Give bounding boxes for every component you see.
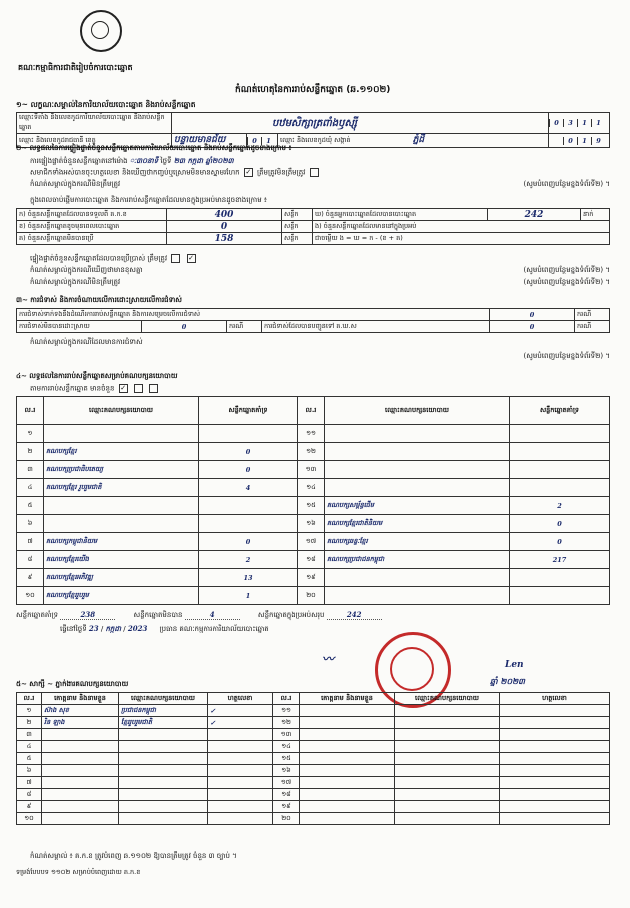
row-no: ១០ (17, 813, 42, 825)
witness-name (42, 801, 119, 813)
row-no: ១៩ (298, 569, 325, 587)
sum-total-label: សន្លឹកឆ្នោតក្នុងប្រអប់សរុប (257, 611, 325, 619)
party-votes: 4 (199, 479, 298, 497)
results-row (17, 569, 610, 587)
party-name: គណបក្សប្រជាធិបតេយ្យ (44, 461, 199, 479)
witness-signature (500, 741, 610, 753)
verify-date-value: ២៣ កក្កដា ឆ្នាំ២០២៣ (173, 156, 234, 165)
note-line-1 (30, 180, 610, 190)
party-name: គណបក្សឆន្ទៈខ្មែរ (325, 533, 510, 551)
party-name: គណបក្សខ្មែរជាតិនិយម (325, 515, 510, 533)
received-label: ក) ចំនួនសន្លឹកឆ្នោតដែលបានទទួលពី គ.ក.ខ (17, 209, 167, 221)
witness-row (17, 813, 610, 825)
witness-signature (500, 765, 610, 777)
forwarded-value: 0 (490, 321, 575, 333)
witness-row (17, 753, 610, 765)
unresolved-label: ការជំទាស់មិនបានដោះស្រាយ (17, 321, 142, 333)
party-name (44, 515, 199, 533)
party-votes: 0 (510, 515, 610, 533)
witness-party: ប្រជាជនកម្ពុជា (119, 705, 208, 717)
witness-signature (208, 777, 273, 789)
section2-heading: ២~ លទ្ធផលនៃការផ្ទៀងផ្ទាត់ចំនួនសន្លឹកឆ្នោតតាមការិយាល័យបោះឆ្នោត និងរាប់សន្លឹកឆ្នោតដូចខាងក្រោម ៖ (16, 144, 292, 152)
party-name: គណបក្សកម្ពុជានិយម (44, 533, 199, 551)
verify-date-label: ថ្ងៃទី (160, 157, 172, 165)
made-day: 23 (88, 624, 99, 633)
province-name: បន្ទាយមានជ័យ (172, 134, 247, 148)
usage-incorrect-checkbox[interactable]: ✓ (188, 254, 194, 262)
witness-party (119, 801, 208, 813)
witness-signature (500, 717, 610, 729)
note-label: កំណត់សម្គាល់ក្នុងករណីមិនត្រឹមត្រូវ (30, 278, 121, 286)
station-code-digit: 0 (549, 119, 563, 127)
witness-signature (208, 765, 273, 777)
witness-name (42, 753, 119, 765)
received-value: 400 (167, 209, 282, 221)
note-suffix: (សូមបំពេញបន្ថែមខ្នងទំព័រទី២) ។ (523, 352, 610, 360)
section5-heading: ៥~ សាក្សី ~ ភ្នាក់ងារគណបក្សនយោបាយ (16, 680, 129, 688)
complaint-note (30, 338, 610, 360)
party-name (44, 497, 199, 515)
sum-supported-value: 238 (60, 610, 115, 620)
cases-unit: ករណី (575, 321, 610, 333)
section4-heading: ៤~ លទ្ធផលនៃការរាប់សន្លឹកឆ្នោតសម្រាប់គណបក្សនយោបាយ (16, 372, 178, 380)
complaints-label: ការជំទាស់ទាក់ទងនឹងដំណើរការរាប់សន្លឹកឆ្នោត និងការសម្រេចលើការជំទាស់ (17, 309, 490, 321)
col-votes: សន្លឹកឆ្នោតគាំទ្រ (199, 397, 298, 425)
witness-party (395, 789, 500, 801)
col-no: ល.រ (17, 397, 44, 425)
witness-row (17, 777, 610, 789)
row-no: ១ (17, 425, 44, 443)
col-name: គោត្តនាម និងនាមខ្លួន (300, 693, 395, 705)
note-line-3 (30, 278, 610, 288)
row-no: ១៣ (273, 729, 300, 741)
witness-name: ស៊ាង សុខ (42, 705, 119, 717)
sum-invalid-value: 4 (185, 610, 240, 620)
results-row (17, 533, 610, 551)
note-suffix: (សូមបំពេញបន្ថែមខ្នងទំព័រទី២) ។ (523, 278, 610, 286)
section1-heading: ១~ លក្ខណៈសម្គាល់នៃការិយាល័យបោះឆ្នោត និងរាប់សន្លឹកឆ្នោត (16, 100, 196, 109)
witness-party (119, 813, 208, 825)
party-name: គណបក្សខ្មែររួបរួម (44, 587, 199, 605)
voters-value: 242 (488, 209, 581, 221)
party-name (325, 425, 510, 443)
witness-row (17, 789, 610, 801)
commission-seal-icon (80, 10, 122, 52)
usage-correct-checkbox[interactable] (171, 254, 180, 263)
witness-name (300, 717, 395, 729)
row-no: ២០ (298, 587, 325, 605)
results-row (17, 515, 610, 533)
col-party: ឈ្មោះគណបក្សនយោបាយ (119, 693, 208, 705)
party-name (325, 569, 510, 587)
witness-name (42, 741, 119, 753)
party-votes (510, 461, 610, 479)
row-no: ១២ (273, 717, 300, 729)
witness-row (17, 705, 610, 717)
party-name (44, 425, 199, 443)
witness-party (119, 777, 208, 789)
col-votes: សន្លឹកឆ្នោតគាំទ្រ (510, 397, 610, 425)
col-party: ឈ្មោះគណបក្សនយោបាយ (325, 397, 510, 425)
commune-label: ឈ្មោះ និងលេខកូដឃុំ សង្កាត់ (280, 136, 351, 144)
row-no: ៤ (17, 741, 42, 753)
row-no: ៥ (17, 497, 44, 515)
party-name (325, 443, 510, 461)
row-no: ១៨ (273, 789, 300, 801)
usage-check-text: ផ្ទៀងផ្ទាត់ចំនួនសន្លឹកឆ្នោតដែលបានប្រើប្រាស់ ត្រឹមត្រូវ (30, 254, 168, 263)
in-box-label: ង) ចំនួនសន្លឹកឆ្នោតដែលមាននៅក្នុងប្រអប់ (313, 221, 610, 233)
witness-name (42, 765, 119, 777)
commune-code-digit: 1 (577, 137, 591, 145)
footer-note: កំណត់សម្គាល់ ៖ គ.ក.ខ ត្រូវបំពេញ ឆ.១១០២ ឱ្យបានត្រឹមត្រូវ ចំនួន ៣ ច្បាប់ ។ (30, 852, 237, 860)
row-no: ២០ (273, 813, 300, 825)
party-name: គណបក្សប្រជាជនកម្ពុជា (325, 551, 510, 569)
party-name (325, 587, 510, 605)
verify-time-value: ៈ៣០នាទី (129, 156, 159, 165)
col-no: ល.រ (273, 693, 300, 705)
results-row (17, 479, 610, 497)
sum-supported-label: សន្លឹកឆ្នោតគាំទ្រ (16, 611, 59, 619)
witness-signature: ✓ (208, 705, 273, 717)
row-no: ៧ (17, 533, 44, 551)
party-name: គណបក្សខ្មែរ រួបរួមជាតិ (44, 479, 199, 497)
party-votes: 0 (510, 533, 610, 551)
complaints-table (16, 308, 610, 333)
footer-form-id: ទម្រង់បែបបទ ១១០២ សម្រាប់បំពេញដោយ គ.ក.ខ (16, 868, 141, 876)
row-no: ១៧ (273, 777, 300, 789)
intro-text: តាមការរាប់សន្លឹកឆ្នោត មានចំនួន (30, 384, 115, 393)
results-table (16, 396, 610, 605)
made-at-line: ធ្វើនៅថ្ងៃទី 23 / កក្កដា / 2023 ប្រធាន គណៈកម្មការការិយាល័យបោះឆ្នោត (60, 624, 269, 633)
witness-row (17, 717, 610, 729)
party-votes (510, 569, 610, 587)
province-label: ឈ្មោះ និងលេខកូដរាជធានី ខេត្ត (17, 134, 172, 148)
results-row (17, 425, 610, 443)
witness-row (17, 801, 610, 813)
commune-code-digit: 0 (563, 137, 577, 145)
party-name (325, 461, 510, 479)
col-name: គោត្តនាម និងនាមខ្លួន (42, 693, 119, 705)
party-votes: 0 (199, 443, 298, 461)
witness-signature (500, 729, 610, 741)
party-votes: 13 (199, 569, 298, 587)
row-no: ៩ (17, 569, 44, 587)
witness-signature: ✓ (208, 717, 273, 729)
type-checkbox[interactable] (149, 384, 158, 393)
witness-signature (208, 813, 273, 825)
spoiled-label: ខ) ចំនួនសន្លឹកឆ្នោតខូចមុនពេលបោះឆ្នោត (17, 221, 167, 233)
witness-party (395, 741, 500, 753)
witness-signature (208, 729, 273, 741)
witness-party (119, 741, 208, 753)
secretary-signature: Len (505, 660, 524, 670)
party-votes: 217 (510, 551, 610, 569)
chair-label: ប្រធាន គណៈកម្មការការិយាល័យបោះឆ្នោត (159, 625, 269, 633)
witness-party (395, 717, 500, 729)
unresolved-value: 0 (142, 321, 227, 333)
witness-party (395, 765, 500, 777)
forwarded-label: ការជំទាស់ដែលបានបញ្ជូនទៅ គ.ឃ.ស (262, 321, 490, 333)
party-votes (510, 479, 610, 497)
row-no: ១៥ (298, 497, 325, 515)
sum-total-value: 242 (327, 610, 382, 620)
province-code-digit: 1 (261, 137, 275, 145)
party-votes: 0 (199, 533, 298, 551)
witness-name (300, 753, 395, 765)
witness-party (395, 705, 500, 717)
unit-label: សន្លឹក (282, 209, 313, 221)
party-name (325, 479, 510, 497)
witness-name (300, 801, 395, 813)
witness-row (17, 729, 610, 741)
row-no: ៣ (17, 729, 42, 741)
witness-party (119, 753, 208, 765)
witness-row (17, 765, 610, 777)
party-name: គណបក្សខ្មែរអភិវឌ្ឍ (44, 569, 199, 587)
witness-name (300, 729, 395, 741)
party-name: គណបក្សខ្មែរ (44, 443, 199, 461)
usage-check-line (30, 254, 198, 265)
witness-signature (208, 801, 273, 813)
row-no: ៩ (17, 801, 42, 813)
totals-line (16, 610, 382, 621)
row-no: ៥ (17, 753, 42, 765)
formula-label: ជាចម្លើយ ង = ឃ = ក - (ខ + គ) (313, 233, 610, 245)
party-votes (510, 425, 610, 443)
row-no: ៤ (17, 479, 44, 497)
witness-name (300, 777, 395, 789)
witness-name (300, 705, 395, 717)
row-no: ១៤ (298, 479, 325, 497)
witness-party (395, 753, 500, 765)
voters-label: ឃ) ចំនួនអ្នកបោះឆ្នោតដែលបានបោះឆ្នោត (313, 209, 488, 221)
verify-time-label: ការផ្ទៀងផ្ទាត់ចំនួនសន្លឹកឆ្នោតនៅម៉ោង (30, 157, 128, 165)
note-line-2 (30, 266, 610, 276)
row-no: ២ (17, 717, 42, 729)
row-no: ១៦ (273, 765, 300, 777)
witness-signature (208, 741, 273, 753)
unused-label: គ) ចំនួនសន្លឹកឆ្នោតមិនបានប្រើ (17, 233, 167, 245)
witness-signature (208, 789, 273, 801)
witness-name (42, 729, 119, 741)
col-no: ល.រ (298, 397, 325, 425)
witness-name: រិន ឡាង (42, 717, 119, 729)
section3-heading: ៣~ ការជំទាស់ និងការចំណាយលើការដោះស្រាយលើការជំទាស់ (16, 296, 182, 304)
made-year: 2023 (127, 624, 148, 633)
party-votes (199, 497, 298, 515)
witness-row (17, 741, 610, 753)
witness-name (42, 813, 119, 825)
made-month: កក្កដា (105, 624, 122, 633)
witness-signature (500, 801, 610, 813)
unit-label: សន្លឹក (282, 233, 313, 245)
witness-signature (500, 705, 610, 717)
witness-signature (500, 777, 610, 789)
party-votes: 2 (510, 497, 610, 515)
station-code-digit: 3 (563, 119, 577, 127)
witness-name (42, 777, 119, 789)
witness-table (16, 692, 610, 825)
note-suffix: (សូមបំពេញបន្ថែមខ្នងទំព័រទី២) ។ (523, 180, 610, 188)
witness-name (300, 789, 395, 801)
station-code-digit: 1 (577, 119, 591, 127)
col-party: ឈ្មោះគណបក្សនយោបាយ (44, 397, 199, 425)
seal-check-options: ត្រឹមត្រូវមិនត្រឹមត្រូវ (257, 168, 306, 177)
spoiled-value: 0 (167, 221, 282, 233)
seal-check-text: សមាជិកទាំងអស់បានចុះហត្ថលេខា និងឃើញថាកញ្ចប់ឬស្រោមមិនមានស្នាមរហែក (30, 168, 240, 177)
unused-value: 158 (167, 233, 282, 245)
row-no: ១៩ (273, 801, 300, 813)
chair-signature: 〰 (322, 652, 335, 666)
results-row (17, 587, 610, 605)
witness-name (300, 765, 395, 777)
party-votes (199, 425, 298, 443)
witness-party (395, 813, 500, 825)
party-votes: 2 (199, 551, 298, 569)
correct-checkbox[interactable]: ✓ (245, 168, 252, 176)
results-row (17, 497, 610, 515)
sign-date: ឆ្នាំ ២០២៣ (490, 676, 526, 686)
note-label: កំណត់សម្គាល់ក្នុងករណីឃើញថាមានខុសគ្នា (30, 266, 143, 274)
witness-party (119, 729, 208, 741)
row-no: ១ (17, 705, 42, 717)
seal-check-line (30, 168, 321, 179)
incorrect-checkbox[interactable] (310, 168, 319, 177)
witness-party (395, 729, 500, 741)
unit-label: សន្លឹក (282, 221, 313, 233)
ballot-count-table (16, 208, 610, 245)
party-name: គណបក្សខ្មែរយើង (44, 551, 199, 569)
commune-code-digit: 9 (591, 137, 605, 145)
row-no: ១០ (17, 587, 44, 605)
witness-signature (208, 753, 273, 765)
type-checkbox[interactable]: ✓ (120, 384, 127, 392)
col-party: ឈ្មោះគណបក្សនយោបាយ (395, 693, 500, 705)
col-no: ល.រ (17, 693, 42, 705)
station-label: ឈ្មោះទីតាំង និងលេខកូដការិយាល័យបោះឆ្នោត និងរាប់សន្លឹកឆ្នោត (17, 113, 172, 134)
row-no: ២ (17, 443, 44, 461)
row-no: ១៥ (273, 753, 300, 765)
station-code-digit: 1 (591, 119, 605, 127)
row-no: ៧ (17, 777, 42, 789)
party-votes: 0 (199, 461, 298, 479)
witness-party (395, 777, 500, 789)
row-no: ១១ (298, 425, 325, 443)
row-no: ៨ (17, 551, 44, 569)
verification-line (30, 156, 234, 167)
witness-name (300, 741, 395, 753)
witness-party (119, 789, 208, 801)
witness-party: ខ្មែររួបរួមជាតិ (119, 717, 208, 729)
row-no: ១៧ (298, 533, 325, 551)
cases-unit: ករណី (227, 321, 262, 333)
row-no: ១៤ (273, 741, 300, 753)
results-row (17, 443, 610, 461)
col-sign: ហត្ថលេខា (500, 693, 610, 705)
results-row (17, 551, 610, 569)
party-votes (510, 587, 610, 605)
complaints-value: 0 (490, 309, 575, 321)
party-votes (199, 515, 298, 533)
cases-unit: ករណី (575, 309, 610, 321)
witness-signature (500, 753, 610, 765)
row-no: ១៦ (298, 515, 325, 533)
count-intro: ក្នុងពេលចាប់ផ្តើមការបោះឆ្នោត និងការរាប់សន្លឹកឆ្នោតដែលមានក្នុងប្រអប់មានដូចខាងក្រោម ៖ (30, 196, 267, 204)
made-at-label: ធ្វើនៅថ្ងៃទី (60, 625, 87, 633)
party-name: គណបក្សសម្ព័ន្ធដើម (325, 497, 510, 515)
results-row (17, 461, 610, 479)
org-name: គណៈកម្មាធិការជាតិរៀបចំការបោះឆ្នោត (18, 63, 133, 72)
row-no: ១១ (273, 705, 300, 717)
type-checkbox[interactable] (134, 384, 143, 393)
section4-intro (30, 384, 160, 395)
row-no: ១៨ (298, 551, 325, 569)
witness-name (300, 813, 395, 825)
witness-name (42, 789, 119, 801)
col-sign: ហត្ថលេខា (208, 693, 273, 705)
form-title: កំណត់ហេតុនៃការរាប់សន្លឹកឆ្នោត (ឆ.១១០២) (235, 85, 391, 95)
province-code-digit: 0 (247, 137, 261, 145)
commune-name: ភ្នំដី (412, 135, 425, 145)
station-id-table (16, 112, 610, 148)
witness-signature (500, 789, 610, 801)
witness-signature (500, 813, 610, 825)
row-no: ៣ (17, 461, 44, 479)
unit-label: នាក់ (581, 209, 610, 221)
note-label: កំណត់សម្គាល់ក្នុងករណីដែលមានការជំទាស់ (30, 338, 143, 346)
witness-party (395, 801, 500, 813)
party-votes: 1 (199, 587, 298, 605)
station-name: បឋមសិក្សាត្រពាំងឫស្ស៊ី (172, 113, 549, 134)
row-no: ៦ (17, 765, 42, 777)
row-no: ១២ (298, 443, 325, 461)
party-votes (510, 443, 610, 461)
sum-invalid-label: សន្លឹកឆ្នោតមិនបាន (133, 611, 183, 619)
row-no: ៦ (17, 515, 44, 533)
witness-party (119, 765, 208, 777)
note-suffix: (សូមបំពេញបន្ថែមខ្នងទំព័រទី២) ។ (523, 266, 610, 274)
note-label: កំណត់សម្គាល់ក្នុងករណីមិនត្រឹមត្រូវ (30, 180, 121, 188)
row-no: ១៣ (298, 461, 325, 479)
row-no: ៨ (17, 789, 42, 801)
